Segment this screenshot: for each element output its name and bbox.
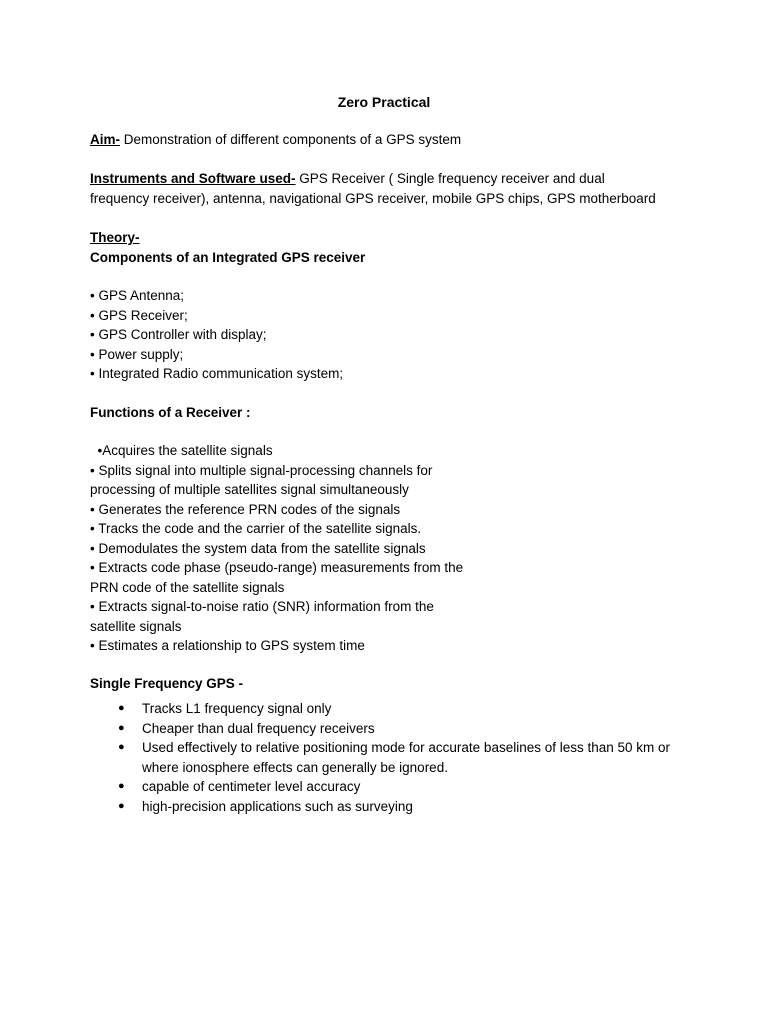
theory-section — [90, 228, 690, 267]
list-item: • Generates the reference PRN codes of the signals — [90, 501, 401, 517]
list-item: • GPS Receiver; — [90, 307, 188, 323]
theory-subheading: Components of an Integrated GPS receiver — [90, 249, 366, 265]
list-item: • Extracts code phase (pseudo-range) measurements from the — [90, 560, 464, 575]
list-item: ● Tracks L1 frequency signal only — [90, 699, 680, 719]
aim-text: Demonstration of different components of a GPS system — [120, 132, 462, 147]
list-item: • GPS Antenna; — [90, 288, 185, 303]
aim-section — [90, 130, 690, 150]
functions-list — [90, 441, 690, 656]
instruments-text-line2: frequency receiver), antenna, navigational GPS receiver, mobile GPS chips, GPS motherboard — [90, 190, 656, 206]
list-item: processing of multiple satellites signal simultaneously — [90, 482, 409, 497]
list-item: ● high-precision applications such as surveying — [90, 797, 680, 817]
list-item: • Splits signal into multiple signal-processing channels for — [90, 462, 433, 478]
list-item: ● Cheaper than dual frequency receivers — [90, 719, 680, 739]
instruments-text-line1: GPS Receiver ( Single frequency receiver and dual — [295, 171, 605, 186]
list-item: ● Used effectively to relative positioning mode for accurate baselines of less than 50 km or where ionosphere effects can generally be ignored. — [90, 738, 680, 777]
theory-label: Theory- — [90, 230, 140, 245]
list-item: • Estimates a relationship to GPS system time — [90, 638, 365, 653]
components-list — [90, 286, 690, 384]
single-frequency-heading: Single Frequency GPS - — [90, 676, 244, 691]
list-item: • Tracks the code and the carrier of the satellite signals. — [90, 521, 422, 536]
functions-heading: Functions of a Receiver : — [90, 405, 251, 420]
list-item: satellite signals — [90, 618, 182, 634]
list-item: • Integrated Radio communication system; — [90, 366, 344, 381]
list-item: PRN code of the satellite signals — [90, 579, 285, 595]
list-item: •Acquires the satellite signals — [90, 443, 273, 458]
single-frequency-list — [90, 699, 680, 816]
list-item: • Demodulates the system data from the satellite signals — [90, 540, 426, 556]
instruments-label: Instruments and Software used- — [90, 171, 296, 186]
instruments-section — [90, 169, 690, 208]
list-item: • Extracts signal-to-noise ratio (SNR) information from the — [90, 599, 434, 614]
aim-label: Aim- — [90, 132, 120, 147]
list-item: ● capable of centimeter level accuracy — [90, 777, 680, 797]
list-item: • Power supply; — [90, 346, 184, 362]
page-title: Zero Practical — [337, 94, 431, 110]
list-item: • GPS Controller with display; — [90, 327, 267, 342]
